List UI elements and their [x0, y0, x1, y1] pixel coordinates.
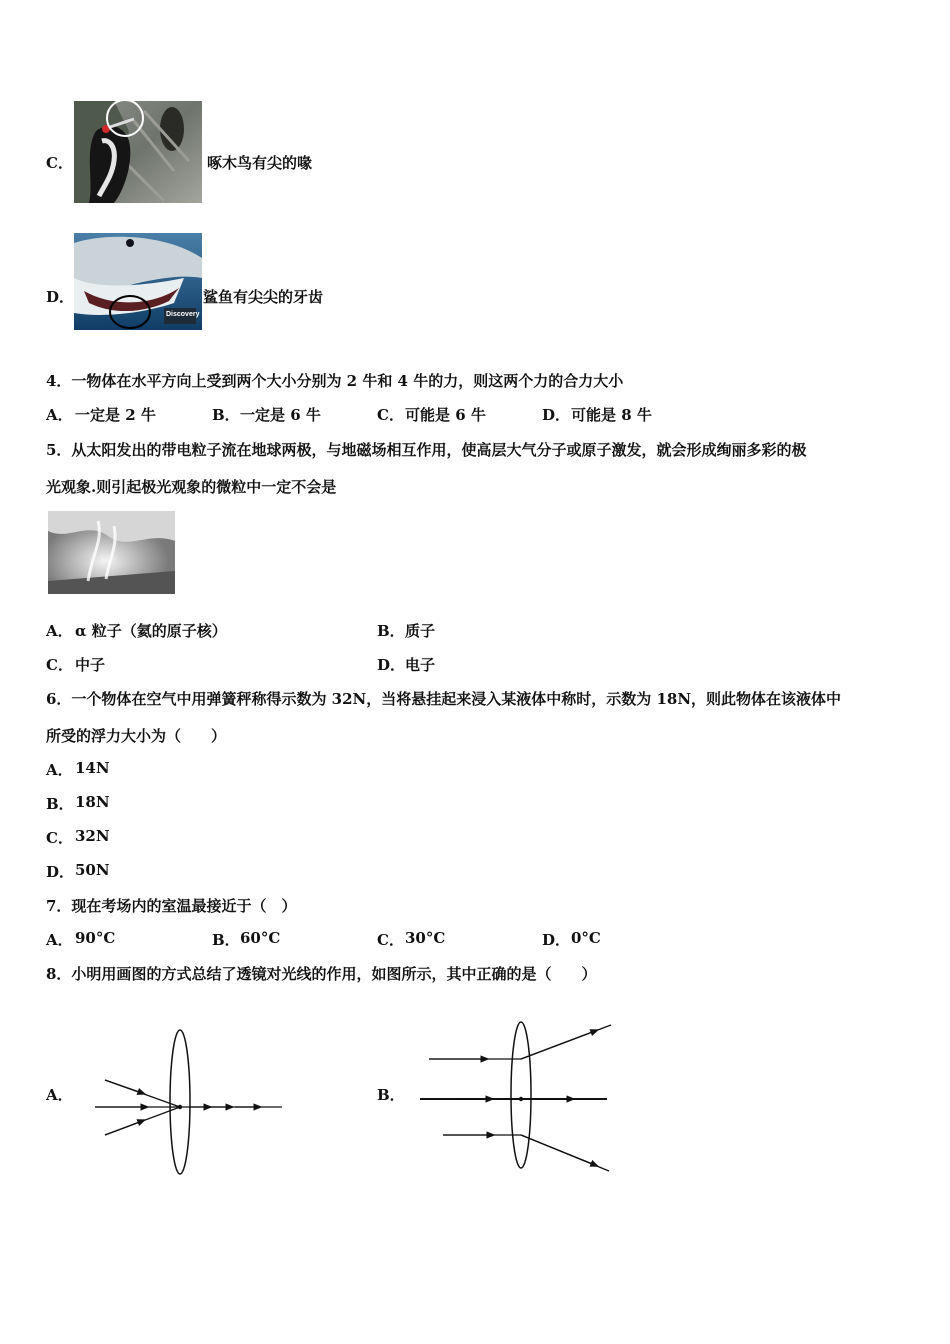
q7-option-c-letter: C． [377, 931, 404, 949]
q3-option-d-text: 鲨鱼有尖尖的牙齿 [203, 288, 324, 306]
woodpecker-photo [74, 101, 202, 203]
q5-option-c-letter: C． [46, 656, 73, 674]
q6-option-b-letter: B． [46, 795, 74, 813]
q5-option-c-text: 中子 [75, 656, 106, 674]
q4-option-d-text: 可能是 8 牛 [571, 406, 652, 424]
q4-option-a-letter: A． [46, 406, 73, 424]
q5-option-b-letter: B． [377, 622, 405, 640]
convex-lens-a [170, 1030, 190, 1174]
q5-option-a-letter: A． [46, 622, 73, 640]
q4-option-c-letter: C． [377, 406, 404, 424]
shark-photo [74, 233, 202, 330]
lens-diagram-b [415, 1015, 625, 1180]
q4-stem: 4．一物体在水平方向上受到两个大小分别为 2 牛和 4 牛的力，则这两个力的合力大小 [46, 372, 624, 390]
q5-stem-line1: 5．从太阳发出的带电粒子流在地球两极，与地磁场相互作用，使高层大气分子或原子激发，就会形成绚丽多彩的极 [46, 441, 807, 459]
q5-option-b-text: 质子 [405, 622, 436, 640]
aurora-photo [48, 511, 175, 594]
q7-option-a-letter: A． [46, 931, 73, 949]
q6-option-b-text: 18N [75, 793, 110, 811]
q7-option-c-text: 30°C [405, 929, 446, 947]
q8-stem: 8．小明用画图的方式总结了透镜对光线的作用，如图所示，其中正确的是（ ） [46, 965, 597, 983]
discovery-logo-text: Discovery [166, 311, 200, 318]
q6-option-d-text: 50N [75, 861, 110, 879]
convex-lens-b [511, 1022, 531, 1168]
q6-option-c-text: 32N [75, 827, 110, 845]
q3-option-c-letter: C． [46, 154, 73, 172]
q4-option-b-text: 一定是 6 牛 [240, 406, 321, 424]
q7-option-b-letter: B． [212, 931, 240, 949]
q7-option-d-text: 0°C [571, 929, 601, 947]
q8-option-a-letter: A． [46, 1086, 73, 1104]
q8-option-b-letter: B． [377, 1086, 405, 1104]
q5-option-d-text: 电子 [405, 656, 436, 674]
q6-stem-line1: 6．一个物体在空气中用弹簧秤称得示数为 32N，当将悬挂起来浸入某液体中称时，示数为 18N，则此物体在该液体中 [46, 690, 842, 708]
q7-option-d-letter: D． [542, 931, 571, 949]
q7-option-b-text: 60°C [240, 929, 281, 947]
q5-stem-line2: 光观象.则引起极光观象的微粒中一定不会是 [46, 478, 337, 496]
q4-option-a-text: 一定是 2 牛 [75, 406, 156, 424]
q3-option-d-letter: D． [46, 288, 75, 306]
q5-option-a-text: α 粒子（氦的原子核） [75, 622, 227, 640]
q6-option-a-letter: A． [46, 761, 73, 779]
q7-option-a-text: 90°C [75, 929, 116, 947]
q4-option-b-letter: B． [212, 406, 240, 424]
q6-option-a-text: 14N [75, 759, 110, 777]
q5-option-d-letter: D． [377, 656, 406, 674]
q4-option-c-text: 可能是 6 牛 [405, 406, 486, 424]
q7-stem: 7．现在考场内的室温最接近于（ ） [46, 897, 297, 915]
lens-diagram-a [90, 1025, 290, 1180]
q4-option-d-letter: D． [542, 406, 571, 424]
q6-option-d-letter: D． [46, 863, 75, 881]
q3-option-c-text: 啄木鸟有尖的喙 [207, 154, 313, 172]
q6-stem-line2: 所受的浮力大小为（ ） [46, 727, 227, 745]
q6-option-c-letter: C． [46, 829, 73, 847]
